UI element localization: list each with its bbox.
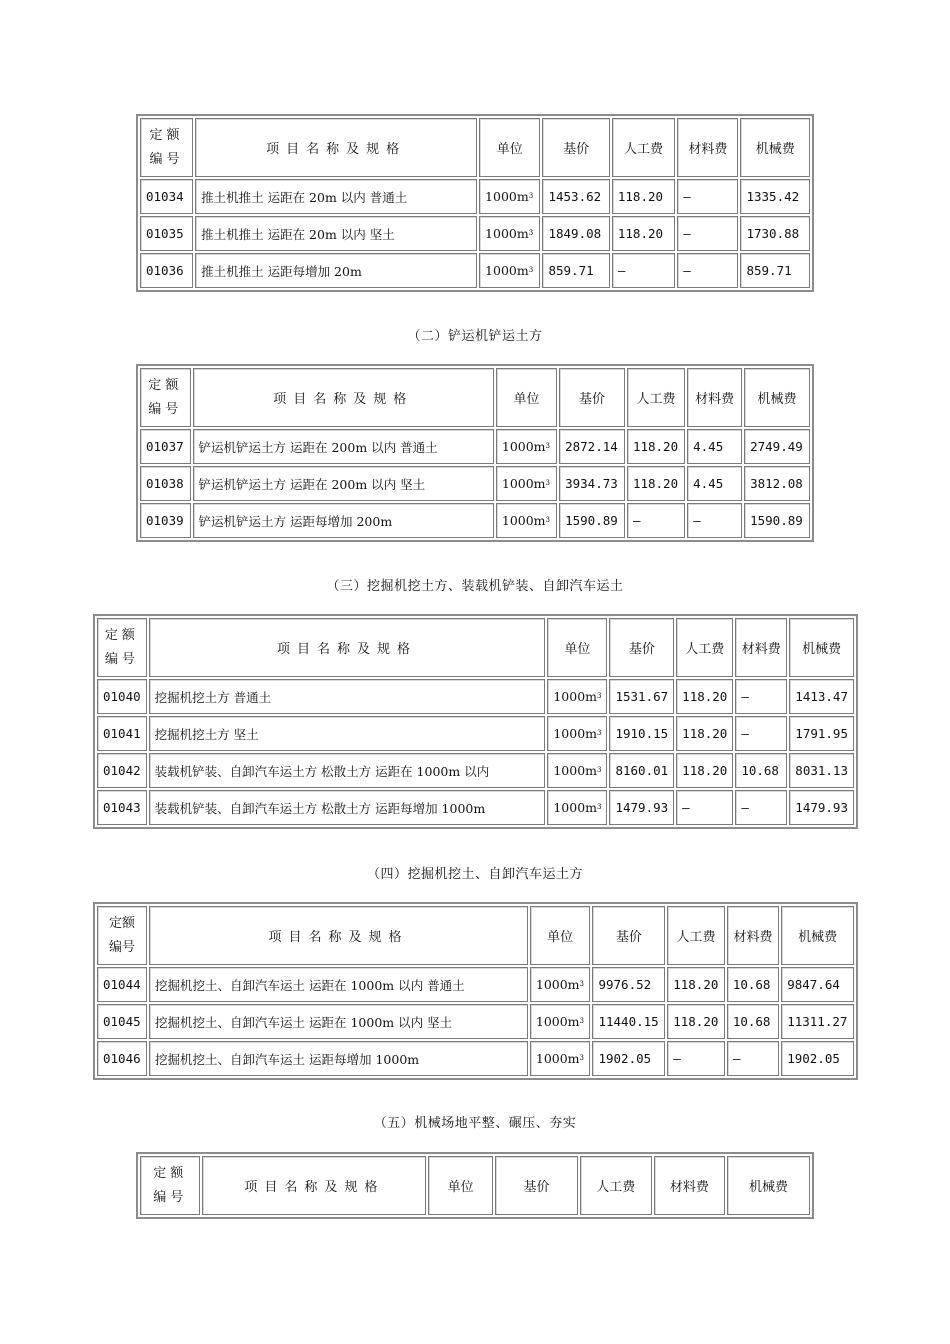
cell-code: 01045 [97, 1004, 147, 1039]
unit-superscript: 3 [597, 729, 602, 737]
cell-labor: 118.20 [676, 716, 733, 751]
header-base-price: 基价 [609, 618, 674, 677]
cell-machinery: 2749.49 [744, 429, 810, 464]
cell-labor: 118.20 [667, 967, 725, 1002]
unit-superscript: 3 [579, 1017, 585, 1025]
cell-machinery: 1730.88 [740, 216, 810, 251]
header-base-price: 基价 [559, 368, 625, 427]
unit-superscript: 3 [579, 1054, 585, 1062]
unit-superscript: 3 [597, 692, 602, 700]
cell-material: — [727, 1041, 779, 1076]
header-labor: 人工费 [580, 1156, 652, 1215]
cell-base-price: 9976.52 [592, 967, 665, 1002]
cell-material: — [735, 679, 787, 714]
cell-code: 01036 [140, 253, 193, 288]
cell-unit [547, 716, 607, 751]
cell-base-price: 1479.93 [609, 790, 674, 825]
cell-labor: 118.20 [612, 216, 675, 251]
table-row [97, 967, 854, 1002]
cell-unit [479, 253, 540, 288]
unit-text: 1000m [553, 800, 598, 815]
unit-text: 1000m [553, 689, 598, 704]
cell-material: — [735, 790, 787, 825]
cell-machinery: 1335.42 [740, 179, 810, 214]
cell-name: 挖掘机挖土方 坚土 [149, 716, 546, 751]
header-base-price: 基价 [592, 906, 665, 965]
cell-unit [479, 216, 540, 251]
header-material: 材料费 [735, 618, 787, 677]
cell-labor: — [627, 503, 685, 538]
cell-labor: 118.20 [627, 466, 685, 501]
cell-code: 01044 [97, 967, 147, 1002]
cell-name: 铲运机铲运土方 运距在 200m 以内 普通土 [193, 429, 494, 464]
cell-material: 4.45 [687, 466, 742, 501]
cell-unit [530, 1004, 591, 1039]
unit-text: 1000m [501, 476, 546, 491]
cell-base-price: 859.71 [542, 253, 609, 288]
table-row [97, 1004, 854, 1039]
cell-material: — [735, 716, 787, 751]
header-unit: 单位 [530, 906, 591, 965]
quota-table-4 [93, 902, 858, 1080]
cell-name: 推土机推土 运距在 20m 以内 普通土 [195, 179, 477, 214]
section-caption-4: （四）挖掘机挖土、自卸汽车运土方 [366, 867, 583, 882]
cell-labor: — [667, 1041, 725, 1076]
cell-material: — [677, 253, 738, 288]
cell-labor: 118.20 [627, 429, 685, 464]
cell-unit [530, 1041, 591, 1076]
header-unit: 单位 [496, 368, 557, 427]
cell-name: 挖掘机挖土、自卸汽车运土 运距在 1000m 以内 普通土 [149, 967, 528, 1002]
header-material: 材料费 [677, 118, 738, 177]
header-code: 定额 编号 [97, 906, 147, 965]
cell-base-price: 8160.01 [609, 753, 674, 788]
header-material: 材料费 [654, 1156, 726, 1215]
table-header-row [97, 618, 854, 677]
unit-superscript: 3 [579, 980, 585, 988]
table-header-row [140, 368, 810, 427]
section-caption-2: （二）铲运机铲运土方 [407, 329, 543, 344]
table-row [140, 466, 810, 501]
unit-text: 1000m [485, 263, 529, 278]
cell-machinery: 8031.13 [789, 753, 854, 788]
table-row [97, 1041, 854, 1076]
cell-code: 01034 [140, 179, 193, 214]
cell-unit [547, 679, 607, 714]
unit-text: 1000m [485, 189, 529, 204]
header-labor: 人工费 [676, 618, 733, 677]
header-name: 项目名称及规格 [202, 1156, 426, 1215]
unit-text: 1000m [485, 226, 529, 241]
cell-base-price: 1902.05 [592, 1041, 665, 1076]
header-code: 定额 编号 [140, 368, 191, 427]
cell-base-price: 1531.67 [609, 679, 674, 714]
section-caption-5: （五）机械场地平整、碾压、夯实 [373, 1116, 577, 1131]
cell-material: 10.68 [735, 753, 787, 788]
unit-superscript: 3 [545, 479, 551, 487]
cell-name: 挖掘机挖土、自卸汽车运土 运距每增加 1000m [149, 1041, 528, 1076]
cell-unit [547, 753, 607, 788]
header-name: 项目名称及规格 [149, 618, 546, 677]
header-labor: 人工费 [667, 906, 725, 965]
cell-name: 铲运机铲运土方 运距每增加 200m [193, 503, 494, 538]
header-code: 定额 编号 [140, 118, 193, 177]
cell-code: 01037 [140, 429, 191, 464]
cell-unit [496, 429, 557, 464]
cell-machinery: 1590.89 [744, 503, 810, 538]
cell-base-price: 2872.14 [559, 429, 625, 464]
header-labor: 人工费 [612, 118, 675, 177]
cell-machinery: 11311.27 [781, 1004, 854, 1039]
cell-name: 装载机铲装、自卸汽车运土方 松散土方 运距每增加 1000m [149, 790, 546, 825]
cell-code: 01043 [97, 790, 147, 825]
cell-labor: 118.20 [612, 179, 675, 214]
cell-name: 铲运机铲运土方 运距在 200m 以内 坚土 [193, 466, 494, 501]
cell-unit [479, 179, 540, 214]
cell-machinery: 1413.47 [789, 679, 854, 714]
cell-machinery: 3812.08 [744, 466, 810, 501]
cell-machinery: 859.71 [740, 253, 810, 288]
quota-table-5 [136, 1152, 814, 1219]
cell-labor: — [676, 790, 733, 825]
quota-table-3 [93, 614, 858, 829]
cell-code: 01038 [140, 466, 191, 501]
cell-unit [496, 503, 557, 538]
cell-code: 01035 [140, 216, 193, 251]
header-unit: 单位 [428, 1156, 493, 1215]
unit-text: 1000m [501, 513, 546, 528]
header-material: 材料费 [687, 368, 742, 427]
cell-name: 推土机推土 运距每增加 20m [195, 253, 477, 288]
header-unit: 单位 [547, 618, 607, 677]
cell-base-price: 1849.08 [542, 216, 609, 251]
cell-material: 10.68 [727, 1004, 779, 1039]
cell-code: 01039 [140, 503, 191, 538]
cell-name: 挖掘机挖土、自卸汽车运土 运距在 1000m 以内 坚土 [149, 1004, 528, 1039]
header-material: 材料费 [727, 906, 779, 965]
unit-superscript: 3 [528, 192, 534, 200]
cell-machinery: 9847.64 [781, 967, 854, 1002]
table-row [140, 503, 810, 538]
header-machinery: 机械费 [740, 118, 810, 177]
header-machinery: 机械费 [744, 368, 810, 427]
table-row [97, 679, 854, 714]
table-row [140, 216, 810, 251]
cell-code: 01042 [97, 753, 147, 788]
unit-text: 1000m [501, 439, 546, 454]
unit-superscript: 3 [545, 442, 551, 450]
table-row [97, 790, 854, 825]
unit-superscript: 3 [597, 766, 602, 774]
unit-superscript: 3 [597, 803, 602, 811]
cell-unit [547, 790, 607, 825]
quota-table-1 [136, 114, 814, 292]
table-row [97, 753, 854, 788]
unit-superscript: 3 [545, 516, 551, 524]
table-row [140, 179, 810, 214]
header-base-price: 基价 [542, 118, 609, 177]
cell-labor: — [612, 253, 675, 288]
cell-material: — [677, 179, 738, 214]
cell-unit [530, 967, 591, 1002]
header-name: 项目名称及规格 [193, 368, 494, 427]
header-code: 定额 编号 [97, 618, 147, 677]
cell-code: 01040 [97, 679, 147, 714]
cell-code: 01046 [97, 1041, 147, 1076]
cell-name: 推土机推土 运距在 20m 以内 坚土 [195, 216, 477, 251]
header-unit: 单位 [479, 118, 540, 177]
cell-labor: 118.20 [667, 1004, 725, 1039]
header-base-price: 基价 [495, 1156, 578, 1215]
header-name: 项目名称及规格 [149, 906, 528, 965]
cell-name: 挖掘机挖土方 普通土 [149, 679, 546, 714]
table-header-row [140, 118, 810, 177]
cell-labor: 118.20 [676, 753, 733, 788]
cell-unit [496, 466, 557, 501]
cell-base-price: 3934.73 [559, 466, 625, 501]
cell-base-price: 11440.15 [592, 1004, 665, 1039]
cell-material: 4.45 [687, 429, 742, 464]
cell-name: 装载机铲装、自卸汽车运土方 松散土方 运距在 1000m 以内 [149, 753, 546, 788]
cell-material: 10.68 [727, 967, 779, 1002]
header-name: 项目名称及规格 [195, 118, 477, 177]
header-machinery: 机械费 [727, 1156, 810, 1215]
table-header-row [97, 906, 854, 965]
cell-material: — [687, 503, 742, 538]
cell-material: — [677, 216, 738, 251]
cell-machinery: 1479.93 [789, 790, 854, 825]
unit-text: 1000m [535, 1014, 580, 1029]
header-code: 定额 编号 [140, 1156, 200, 1215]
header-labor: 人工费 [627, 368, 685, 427]
table-row [97, 716, 854, 751]
unit-text: 1000m [535, 977, 580, 992]
table-header-row [140, 1156, 810, 1215]
header-machinery: 机械费 [781, 906, 854, 965]
cell-base-price: 1590.89 [559, 503, 625, 538]
unit-superscript: 3 [528, 266, 534, 274]
cell-machinery: 1902.05 [781, 1041, 854, 1076]
section-caption-3: （三）挖掘机挖土方、装载机铲装、自卸汽车运土 [326, 579, 624, 594]
cell-labor: 118.20 [676, 679, 733, 714]
table-row [140, 253, 810, 288]
unit-superscript: 3 [528, 229, 534, 237]
table-row [140, 429, 810, 464]
cell-base-price: 1453.62 [542, 179, 609, 214]
cell-base-price: 1910.15 [609, 716, 674, 751]
header-machinery: 机械费 [789, 618, 854, 677]
unit-text: 1000m [553, 726, 598, 741]
quota-table-2 [136, 364, 814, 542]
unit-text: 1000m [553, 763, 598, 778]
cell-code: 01041 [97, 716, 147, 751]
unit-text: 1000m [535, 1051, 580, 1066]
cell-machinery: 1791.95 [789, 716, 854, 751]
